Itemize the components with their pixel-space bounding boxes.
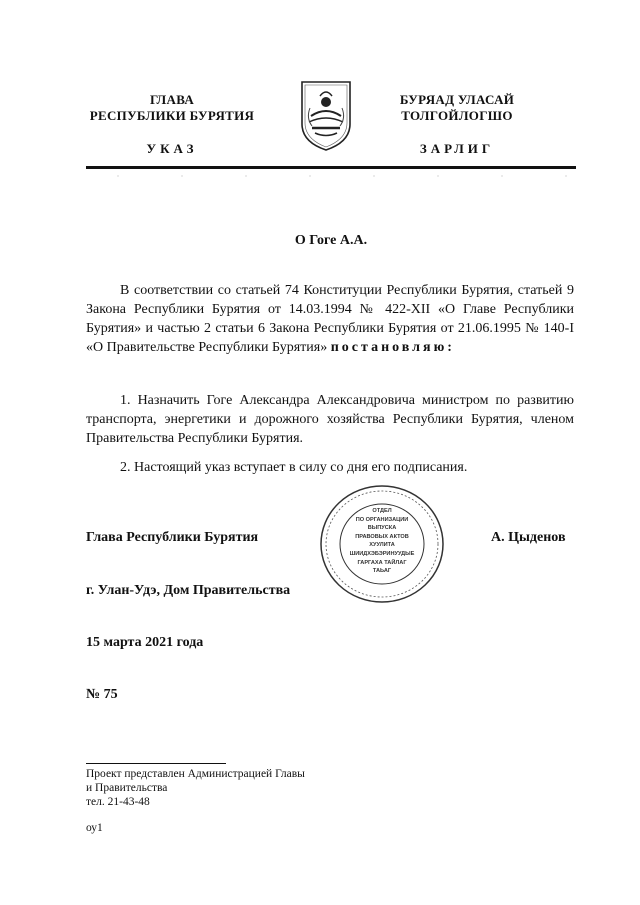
header-right-line1: БУРЯАД УЛАСАЙ <box>399 92 515 107</box>
header-right <box>382 92 532 124</box>
coat-of-arms-emblem <box>296 78 356 153</box>
signatory-name: А. Цыденов <box>491 530 566 545</box>
stamp-line: ХУУЛИТА <box>369 542 395 549</box>
footer-note <box>86 767 305 809</box>
official-stamp <box>318 483 446 605</box>
doc-type-left: УКАЗ <box>146 141 198 156</box>
header-dotted-divider <box>86 175 576 177</box>
stamp-line: ШИИДХЭБЭРИНУУДЫЕ <box>349 550 415 557</box>
body-paragraph-1 <box>86 281 574 357</box>
stamp-inner-text <box>342 507 422 576</box>
footer-code: оу1 <box>86 822 103 834</box>
stamp-line: ПРАВОВЫХ АКТОВ <box>355 533 409 540</box>
decree-keyword: постановляю: <box>330 340 455 355</box>
header-right-line2: ТОЛГОЙЛОГШО <box>401 108 513 123</box>
stamp-line: ВЫПУСКА <box>367 525 397 532</box>
stamp-line: ПО ОРГАНИЗАЦИИ <box>355 516 409 523</box>
footer-divider <box>86 763 226 764</box>
signing-date: 15 марта 2021 года <box>86 635 204 650</box>
body-paragraph-2: 1. Назначить Гоге Александра Александровича министром по развитию транспорта, энергетики и дорожного хозяйства Республики Бурятия, членом Правительства Республики Бурятия. <box>86 393 574 446</box>
footer-line-1: Проект представлен Администрацией Главы <box>86 768 305 780</box>
header-left-line2: РЕСПУБЛИКИ БУРЯТИЯ <box>89 108 255 123</box>
decree-number: № 75 <box>86 687 118 702</box>
header-divider <box>86 166 576 169</box>
header-left-line1: ГЛАВА <box>149 92 195 107</box>
stamp-line: ОТДЕЛ <box>372 508 392 514</box>
footer-phone: тел. 21-43-48 <box>86 796 150 808</box>
header-left <box>82 92 262 124</box>
footer-line-2: и Правительства <box>86 782 168 794</box>
body-paragraph-3: 2. Настоящий указ вступает в силу со дня его подписания. <box>120 460 468 475</box>
stamp-line: ТАЬАГ <box>372 568 392 575</box>
signatory-position: Глава Республики Бурятия <box>86 530 259 545</box>
body-paragraph-1-text: В соответствии со статьей 74 Конституции Республики Бурятия, статьей 9 Закона Республики Бурятия от 14.03.1994 № 422-XII «О Главе Республики Бурятия» и частью 2 статьи 6 Закона Республики Бурятия от 21.06.1995 № 140-I «О Правительстве Республики Бурятия» <box>86 283 574 355</box>
signing-place: г. Улан-Удэ, Дом Правительства <box>86 583 291 598</box>
doc-type-right: ЗАРЛИГ <box>419 141 495 156</box>
stamp-line: ГАРГАХА ТАЙЛАГ <box>357 559 407 566</box>
decree-title: О Гоге А.А. <box>294 233 368 248</box>
